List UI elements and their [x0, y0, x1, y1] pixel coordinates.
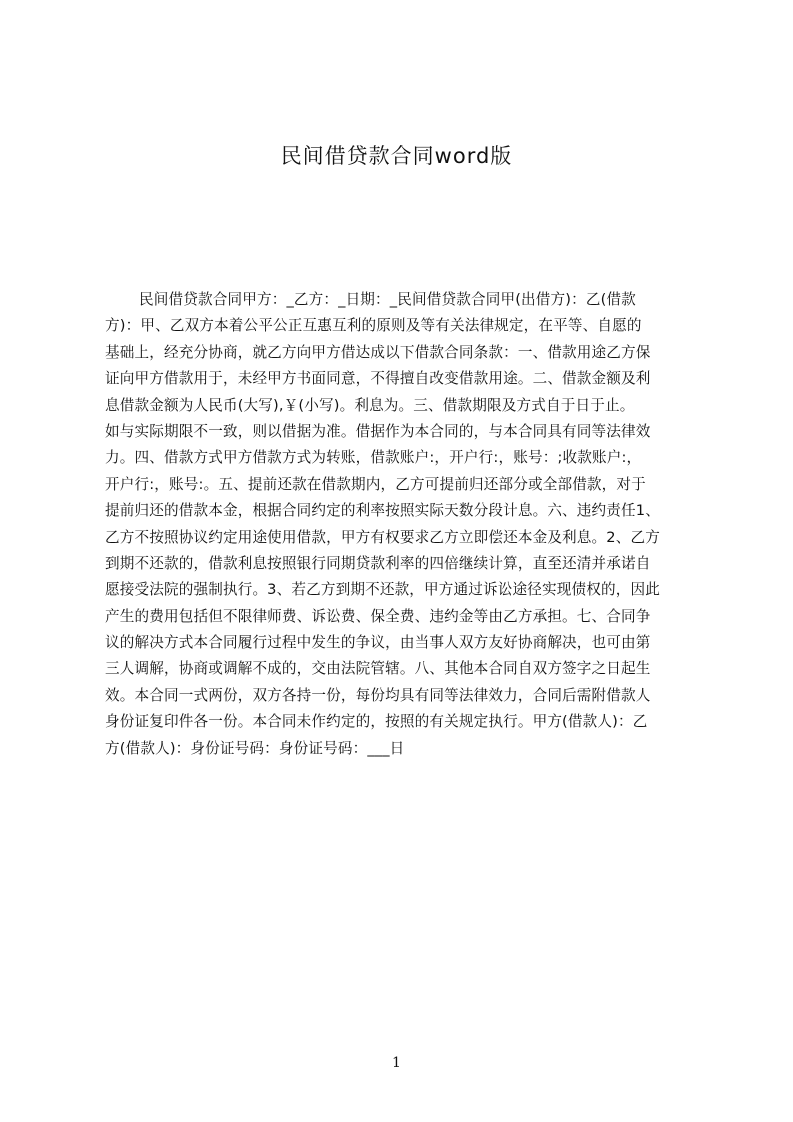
body-line: 议的解决方式本合同履行过程中发生的争议，由当事人双方友好协商解决，也可由第 — [105, 634, 651, 652]
body-line: 方)：甲、乙双方本着公平公正互惠互利的原则及等有关法律规定，在平等、自愿的 — [105, 317, 642, 335]
page-number: 1 — [392, 1055, 401, 1071]
body-line: 开户行:，账号:。五、提前还款在借款期内，乙方可提前归还部分或全部借款，对于 — [105, 475, 646, 493]
body-line: 证向甲方借款用于，未经甲方书面同意，不得擅自改变借款用途。二、借款金额及利 — [105, 370, 651, 388]
body-line: 到期不还款的，借款利息按照银行同期贷款利率的四倍继续计算，直至还清并承诺自 — [105, 554, 651, 572]
body-line: 提前归还的借款本金，根据合同约定的利率按照实际天数分段计息。六、违约责任1、 — [105, 502, 660, 520]
body-line: 民间借贷款合同甲方：_乙方：_日期：_民间借贷款合同甲(出借方)：乙(借款 — [139, 291, 636, 308]
body-line: 效。本合同一式两份，双方各持一份，每份均具有同等法律效力，合同后需附借款人 — [105, 686, 651, 704]
body-line: 乙方不按照协议约定用途使用借款，甲方有权要求乙方立即偿还本金及利息。2、乙方 — [105, 528, 660, 546]
body-line: 身份证复印件各一份。本合同未作约定的，按照的有关规定执行。甲方(借款人)：乙 — [105, 713, 648, 731]
body-line: 产生的费用包括但不限律师费、诉讼费、保全费、违约金等由乙方承担。七、合同争 — [105, 607, 651, 625]
body-line: 基础上，经充分协商，就乙方向甲方借达成以下借款合同条款：一、借款用途乙方保 — [105, 343, 651, 361]
body-paragraph — [105, 287, 698, 762]
body-line: 方(借款人)：身份证号码：身份证号码：___日 — [105, 739, 405, 757]
document-body — [105, 287, 698, 787]
document-title: 民间借贷款合同word版 — [280, 144, 513, 168]
body-line: 愿接受法院的强制执行。3、若乙方到期不还款，甲方通过诉讼途径实现债权的，因此 — [105, 581, 660, 599]
body-line: 息借款金额为人民币(大写),￥(小写)。利息为。三、借款期限及方式自于日于止。 — [105, 396, 635, 414]
body-line: 力。四、借款方式甲方借款方式为转账，借款账户:，开户行:，账号：;收款账户:， — [105, 449, 642, 467]
body-line: 三人调解，协商或调解不成的，交由法院管辖。八、其他本合同自双方签字之日起生 — [105, 660, 651, 678]
body-line: 如与实际期限不一致，则以借据为准。借据作为本合同的，与本合同具有同等法律效 — [105, 422, 651, 440]
